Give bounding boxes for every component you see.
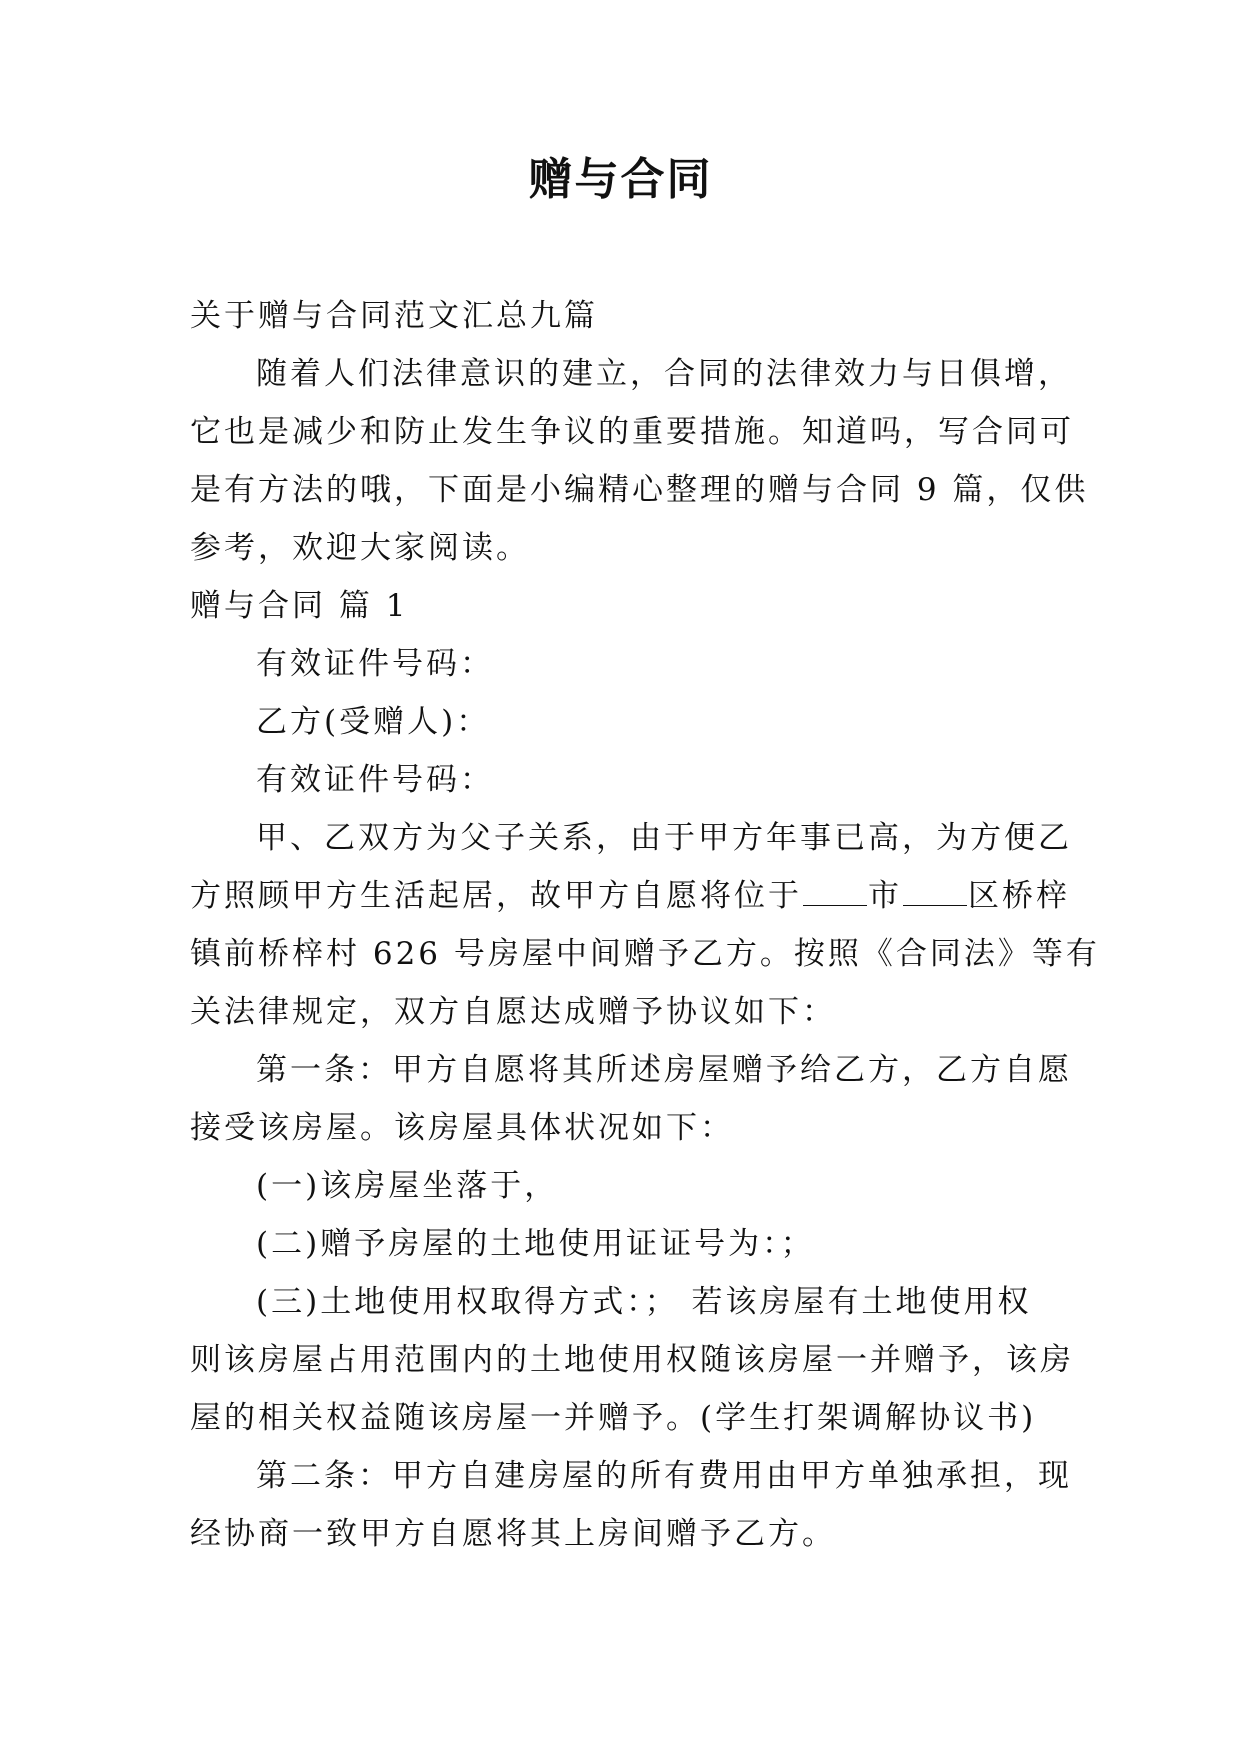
id-number-label: 有效证件号码： <box>256 646 494 682</box>
fill-blank <box>803 885 867 906</box>
article-2-line: 经协商一致甲方自愿将其上房间赠予乙方。 <box>190 1516 836 1552</box>
preamble-line: 关法律规定，双方自愿达成赠予协议如下： <box>190 994 836 1030</box>
id-number-label: 有效证件号码： <box>256 762 494 798</box>
fill-blank <box>903 885 967 906</box>
item-2: (二)赠予房屋的土地使用证证号为：； <box>256 1226 815 1262</box>
preamble-text: 区桥梓 <box>968 878 1070 914</box>
preamble-text: 市 <box>868 878 902 914</box>
article-1-line: 接受该房屋。该房屋具体状况如下： <box>190 1110 734 1146</box>
section-heading: 赠与合同 篇 1 <box>190 588 409 624</box>
document-body <box>190 287 1100 1563</box>
item-3-line: 则该房屋占用范围内的土地使用权随该房屋一并赠予，该房 <box>190 1342 1074 1378</box>
item-3-line: 屋的相关权益随该房屋一并赠予。(学生打架调解协议书) <box>190 1400 1037 1436</box>
intro-line: 它也是减少和防止发生争议的重要措施。知道吗，写合同可 <box>190 414 1074 450</box>
preamble-line: 镇前桥梓村 626 号房屋中间赠予乙方。按照《合同法》等有 <box>190 936 1100 972</box>
preamble-line <box>190 867 1070 925</box>
item-1: (一)该房屋坐落于， <box>256 1168 559 1204</box>
intro-line: 参考，欢迎大家阅读。 <box>190 530 530 566</box>
document-title: 赠与合同 <box>528 154 713 205</box>
party-b-label: 乙方(受赠人)： <box>256 704 491 740</box>
item-3-line: (三)土地使用权取得方式：； 若该房屋有土地使用权 <box>256 1284 1032 1320</box>
article-2-line: 第二条：甲方自建房屋的所有费用由甲方单独承担，现 <box>256 1458 1072 1494</box>
article-1-line: 第一条：甲方自愿将其所述房屋赠予给乙方，乙方自愿 <box>256 1052 1072 1088</box>
intro-line: 是有方法的哦，下面是小编精心整理的赠与合同 9 篇，仅供 <box>190 472 1089 508</box>
preamble-text: 方照顾甲方生活起居，故甲方自愿将位于 <box>190 878 802 914</box>
intro-line: 随着人们法律意识的建立，合同的法律效力与日俱增， <box>256 356 1072 392</box>
preamble-line: 甲、乙双方为父子关系，由于甲方年事已高，为方便乙 <box>256 820 1072 856</box>
subtitle: 关于赠与合同范文汇总九篇 <box>190 298 598 334</box>
